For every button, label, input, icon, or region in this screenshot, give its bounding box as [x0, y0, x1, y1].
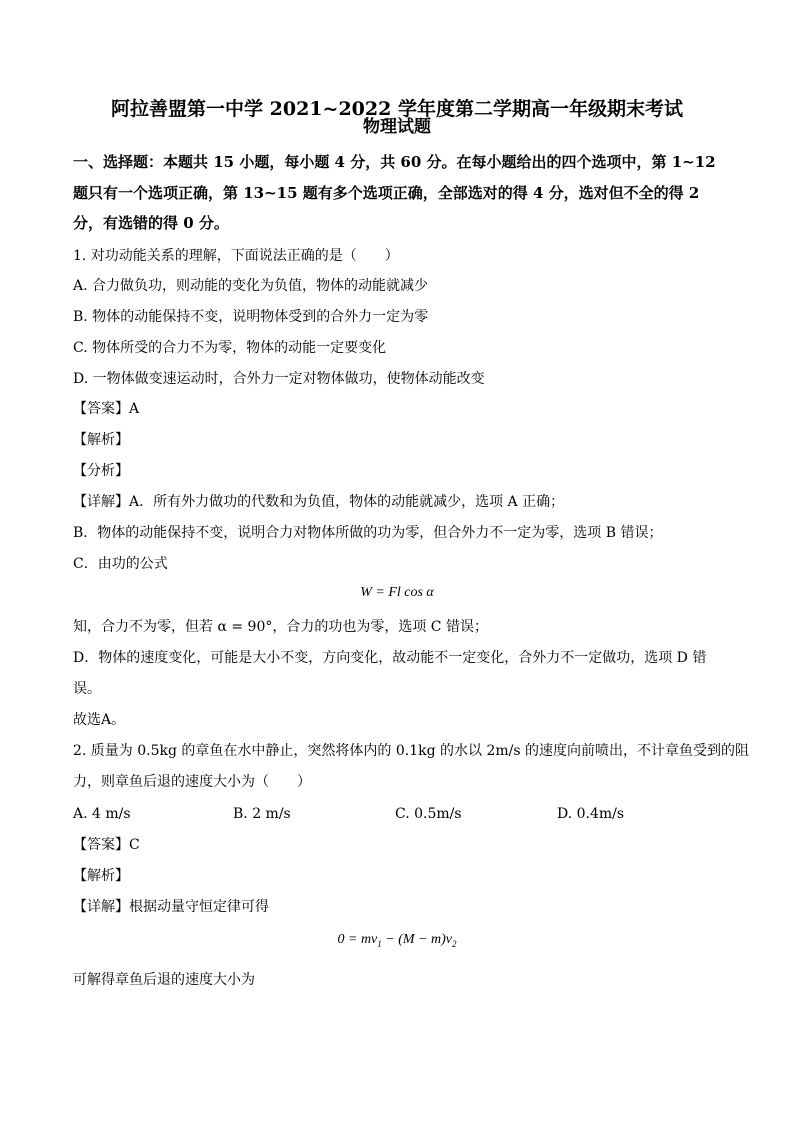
question-1-detail-4: 知，合力不为零，但若 α = 90°，合力的功也为零，选项 C 错误；	[73, 619, 488, 635]
question-1-detail-3: C．由功的公式	[73, 556, 168, 572]
question-1-option-a: A. 合力做负功，则动能的变化为负值，物体的动能就减少	[73, 278, 429, 294]
question-1-option-c: C. 物体所受的合力不为零，物体的动能一定要变化	[73, 340, 387, 356]
question-2-detail-2: 可解得章鱼后退的速度大小为	[73, 972, 255, 988]
section-header-line-1: 一、选择题：本题共 15 小题，每小题 4 分，共 60 分。在每小题给出的四个选项中，第 1~12	[73, 153, 716, 171]
question-1-detail-1: 【详解】A．所有外力做功的代数和为负值，物体的动能就减少，选项 A 正确；	[73, 494, 565, 510]
work-formula: W = Fl cos α	[360, 585, 434, 600]
question-1-answer: 【答案】A	[73, 401, 140, 417]
question-1-detail-6: 误。	[73, 681, 101, 697]
question-2-option-b: B. 2 m/s	[233, 806, 291, 822]
section-header-line-2: 题只有一个选项正确，第 13~15 题有多个选项正确，全部选对的得 4 分，选对但不全的得 2	[73, 184, 700, 202]
subject-title: 物理试题	[363, 117, 431, 137]
question-1-detail-5: D．物体的速度变化，可能是大小不变，方向变化，故动能不一定变化，合外力不一定做功，选项 D 错	[73, 650, 707, 666]
section-header-line-3: 分，有选错的得 0 分。	[73, 214, 229, 232]
question-2-option-a: A. 4 m/s	[73, 806, 131, 822]
question-1-fenxi: 【分析】	[73, 463, 129, 479]
question-1-jiexi: 【解析】	[73, 432, 129, 448]
question-2-stem-line-2: 力，则章鱼后退的速度大小为（ ）	[73, 774, 311, 790]
question-2-jiexi: 【解析】	[73, 868, 129, 884]
question-2-answer: 【答案】C	[73, 837, 140, 853]
momentum-formula-mid: − (M − m)v	[381, 932, 452, 947]
question-2-option-d: D. 0.4m/s	[557, 806, 625, 822]
momentum-formula	[0, 932, 794, 949]
question-1-option-d: D. 一物体做变速运动时，合外力一定对物体做功，使物体动能改变	[73, 371, 485, 387]
question-2-option-c: C. 0.5m/s	[395, 806, 462, 822]
question-2-stem-line-1: 2. 质量为 0.5kg 的章鱼在水中静止，突然将体内的 0.1kg 的水以 2m/s 的速度向前喷出，不计章鱼受到的阻	[73, 743, 750, 759]
question-2-detail-1: 【详解】根据动量守恒定律可得	[73, 899, 269, 915]
question-1-stem: 1. 对功动能关系的理解，下面说法正确的是（ ）	[73, 248, 399, 264]
question-1-conclusion: 故选A。	[73, 712, 126, 728]
momentum-formula-sub-2: 2	[452, 938, 457, 949]
page-title: 阿拉善盟第一中学 2021~2022 学年度第二学期高一年级期末考试	[111, 98, 683, 120]
question-1-detail-2: B．物体的动能保持不变，说明合力对物体所做的功为零，但合外力不一定为零，选项 B 错误；	[73, 525, 663, 541]
momentum-formula-sub-1: 1	[377, 938, 382, 949]
question-1-option-b: B. 物体的动能保持不变，说明物体受到的合外力一定为零	[73, 309, 429, 325]
momentum-formula-left: 0 = mv	[337, 932, 378, 947]
